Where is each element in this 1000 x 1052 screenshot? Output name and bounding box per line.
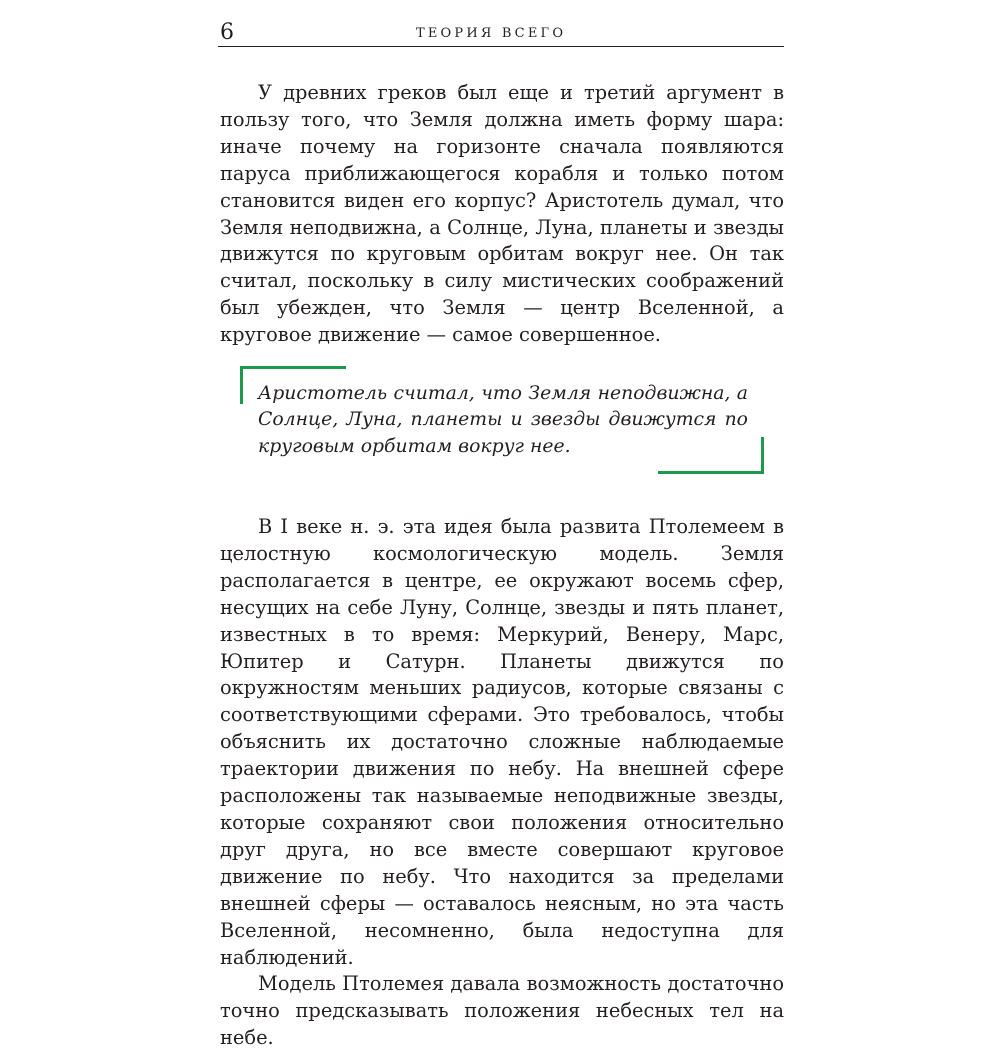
pullquote-text: Аристотель считал, что Земля неподвижна, а Солнце, Луна, планеты и звезды движутся по круговым орбитам вокруг нее. (258, 383, 748, 457)
paragraph: Модель Птолемея давала возможность достаточно точно предсказывать положения небесных тел на небе. (220, 972, 784, 1050)
body-text-top (220, 80, 784, 349)
header-divider (218, 46, 784, 47)
paragraph: В I веке н. э. эта идея была развита Птолемеем в целостную космологическую модель. Земля располагается в центре, ее окружают восемь сфер, несущих на себе Луну, Солнце, звезды и пять планет, известных в то время: Меркурий, Венеру, Марс, Юпитер и Сатурн. Планеты движутся по окружностям меньших радиусов, которые связаны с соответствующими сферами. Это требовалось, чтобы объяснить их достаточно сложные наблюдаемые траектории движения по небу. На внешней сфере расположены так называемые неподвижные звезды, которые сохраняют свои положения относительно друг друга, но все вместе совершают круговое движение по небу. Что находится за пределами внешней сферы — оставалось неясным, но эта часть Вселенной, несомненно, была недоступна для наблюдений. (220, 515, 784, 969)
paragraph: У древних греков был еще и третий аргумент в пользу того, что Земля должна иметь форму шара: иначе почему на горизонте сначала появляются паруса приближающегося корабля и только потом становится виден его корпус? Аристотель думал, что Земля неподвижна, а Солнце, Луна, планеты и звезды движутся по круговым орбитам вокруг нее. Он так считал, поскольку в силу мистических соображений был убежден, что Земля — центр Вселенной, а круговое движение — самое совершенное. (220, 81, 784, 347)
pullquote-bracket-bottom-right-vertical (761, 437, 764, 474)
pullquote-bracket-top-left-vertical (240, 366, 243, 404)
running-title: ТЕОРИЯ ВСЕГО (416, 26, 567, 41)
page-number: 6 (220, 20, 234, 45)
pullquote-bracket-top-left (240, 366, 346, 369)
pullquote-bracket-bottom-right (658, 471, 764, 474)
body-text-bottom (220, 514, 784, 1052)
